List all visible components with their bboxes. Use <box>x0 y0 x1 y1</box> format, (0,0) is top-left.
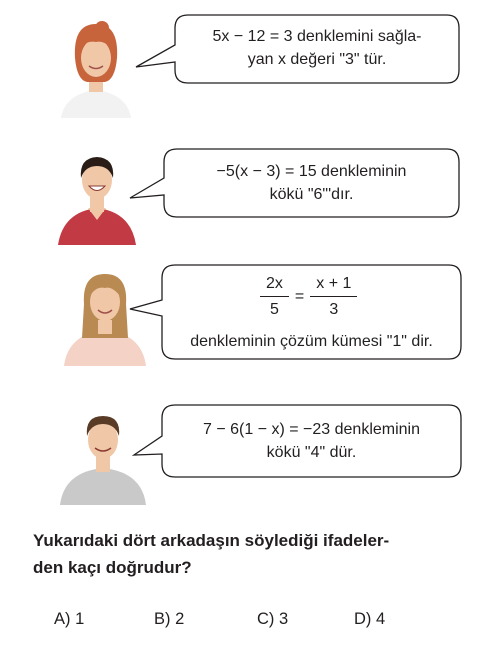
statement-row-2 <box>0 140 496 250</box>
speech-bubble-4 <box>120 404 462 478</box>
statement-3-line-2: denkleminin çözüm kümesi "1" dir. <box>190 333 433 350</box>
equals-sign: = <box>294 287 305 305</box>
statement-4-line-2: kökü "4" dür. <box>266 444 357 461</box>
left-numerator: 2x <box>260 274 289 297</box>
fraction-equation <box>258 274 359 319</box>
statement-row-3 <box>0 262 496 372</box>
question-line-1: Yukarıdaki dört arkadaşın söylediği ifadeler- <box>33 531 390 550</box>
statement-2-line-1: −5(x − 3) = 15 denkleminin <box>216 163 407 180</box>
speech-bubble-1 <box>120 14 460 84</box>
statement-row-1 <box>0 0 496 130</box>
statement-4-line-1: 7 − 6(1 − x) = −23 denkleminin <box>202 421 421 438</box>
question-line-2: den kaçı doğrudur? <box>33 558 192 577</box>
speech-bubble-3 <box>120 264 462 360</box>
statement-2-line-2: kökü "6"'dır. <box>269 186 354 203</box>
statement-1-line-1: 5x − 12 = 3 denklemini sağla- <box>212 28 422 45</box>
left-denominator: 5 <box>270 301 279 318</box>
answer-options <box>54 610 494 634</box>
left-fraction <box>260 274 289 319</box>
option-b[interactable]: B) 2 <box>154 610 185 628</box>
right-numerator: x + 1 <box>310 274 357 297</box>
statement-1-line-2: yan x değeri "3" tür. <box>247 51 387 68</box>
option-a[interactable]: A) 1 <box>54 610 85 628</box>
speech-bubble-2 <box>120 148 460 218</box>
option-d[interactable]: D) 4 <box>354 610 386 628</box>
right-fraction <box>310 274 357 319</box>
statement-row-4 <box>0 400 496 510</box>
right-denominator: 3 <box>329 301 339 318</box>
option-c[interactable]: C) 3 <box>257 610 289 628</box>
question-text <box>33 527 473 581</box>
